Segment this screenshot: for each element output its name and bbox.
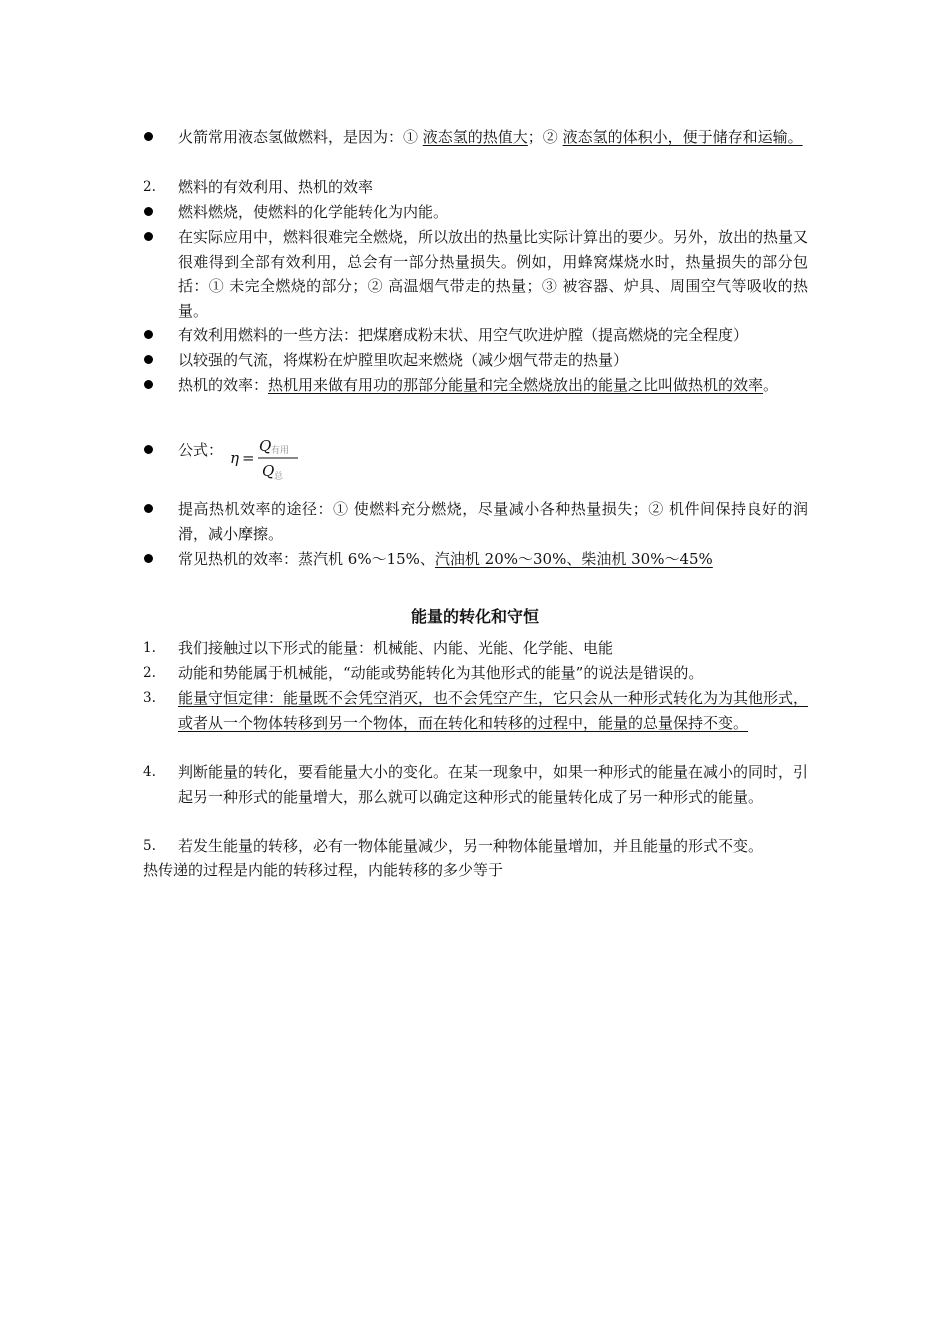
formula-equals: = bbox=[242, 449, 255, 467]
list-item bbox=[143, 200, 808, 225]
list-item bbox=[143, 636, 808, 661]
number-marker: 4. bbox=[143, 764, 156, 780]
list-item-text: 在实际应用中，燃料很难完全燃烧，所以放出的热量比实际计算出的要少。另外，放出的热量又很难得到全部有效利用，总会有一部分热量损失。例如，用蜂窝煤烧水时，热量损失的部分包括：① 未完全燃烧的部分；② 高温烟气带走的热量；③ 被容器、炉具、周围空气等吸收的热量。 bbox=[178, 228, 809, 320]
list-item bbox=[143, 225, 808, 323]
list-item-text: 有效利用燃料的一些方法：把煤磨成粉末状、用空气吹进炉膛（提高燃烧的完全程度） bbox=[178, 326, 749, 344]
list-item-text: 若发生能量的转移，必有一物体能量减少，另一种物体能量增加，并且能量的形式不变。 bbox=[178, 837, 764, 855]
list-item-text: 我们接触过以下形式的能量：机械能、内能、光能、化学能、电能 bbox=[178, 639, 614, 657]
list-item bbox=[143, 686, 808, 735]
number-marker: 5. bbox=[143, 838, 156, 854]
list-item bbox=[143, 373, 808, 398]
list-item bbox=[143, 760, 808, 809]
list-item-text: 提高热机效率的途径：① 使燃料充分燃烧，尽量减小各种热量损失；② 机件间保持良好的润滑，减小摩擦。 bbox=[178, 500, 808, 543]
list-item-text: 动能和势能属于机械能，“动能或势能转化为其他形式的能量”的说法是错误的。 bbox=[178, 664, 704, 682]
list-item bbox=[143, 547, 808, 572]
number-marker: 1. bbox=[143, 640, 156, 656]
number-marker: 2. bbox=[143, 179, 156, 195]
list-item bbox=[143, 497, 808, 546]
formula-denominator: Q bbox=[262, 462, 275, 480]
list-item bbox=[143, 175, 808, 200]
number-marker: 2. bbox=[143, 665, 156, 681]
list-item-text: 燃料燃烧，使燃料的化学能转化为内能。 bbox=[178, 203, 449, 221]
number-marker: 3. bbox=[143, 690, 156, 706]
formula-numerator: Q bbox=[259, 437, 272, 455]
list-item bbox=[143, 661, 808, 686]
list-item bbox=[143, 348, 808, 373]
list-item-text: 常见热机的效率：蒸汽机 6%～15%、汽油机 20%～30%、柴油机 30%～45% bbox=[178, 550, 713, 568]
list-item bbox=[143, 125, 808, 150]
paragraph-text: 热传递的过程是内能的转移过程，内能转移的多少等于 bbox=[143, 861, 504, 879]
list-item bbox=[143, 834, 808, 859]
list-item-text: 以较强的气流，将煤粉在炉膛里吹起来燃烧（减少烟气带走的热量） bbox=[178, 351, 629, 369]
list-item bbox=[143, 323, 808, 348]
list-item-text: 公式： bbox=[178, 441, 224, 459]
formula-numerator-sub: 有用 bbox=[271, 446, 290, 456]
list-item-text: 能量守恒定律：能量既不会凭空消灭，也不会凭空产生，它只会从一种形式转化为为其他形式，或者从一个物体转移到另一个物体，而在转化和转移的过程中，能量的总量保持不变。 bbox=[178, 689, 809, 732]
list-item-text: 判断能量的转化，要看能量大小的变化。在某一现象中，如果一种形式的能量在减小的同时，引起另一种形式的能量增大，那么就可以确定这种形式的能量转化成了另一种形式的能量。 bbox=[178, 763, 809, 806]
formula-eta: η bbox=[230, 449, 239, 467]
section-title: 能量的转化和守恒 bbox=[410, 607, 539, 626]
list-item-text: 热机的效率：热机用来做有用功的那部分能量和完全燃烧放出的能量之比叫做热机的效率。 bbox=[178, 376, 779, 394]
efficiency-formula bbox=[228, 433, 308, 488]
list-item-text: 火箭常用液态氢做燃料，是因为：① 液态氢的热值大；② 液态氢的体积小，便于储存和运输。 bbox=[178, 128, 803, 146]
list-item-text: 燃料的有效利用、热机的效率 bbox=[178, 178, 374, 196]
formula-denominator-sub: 总 bbox=[274, 472, 284, 482]
